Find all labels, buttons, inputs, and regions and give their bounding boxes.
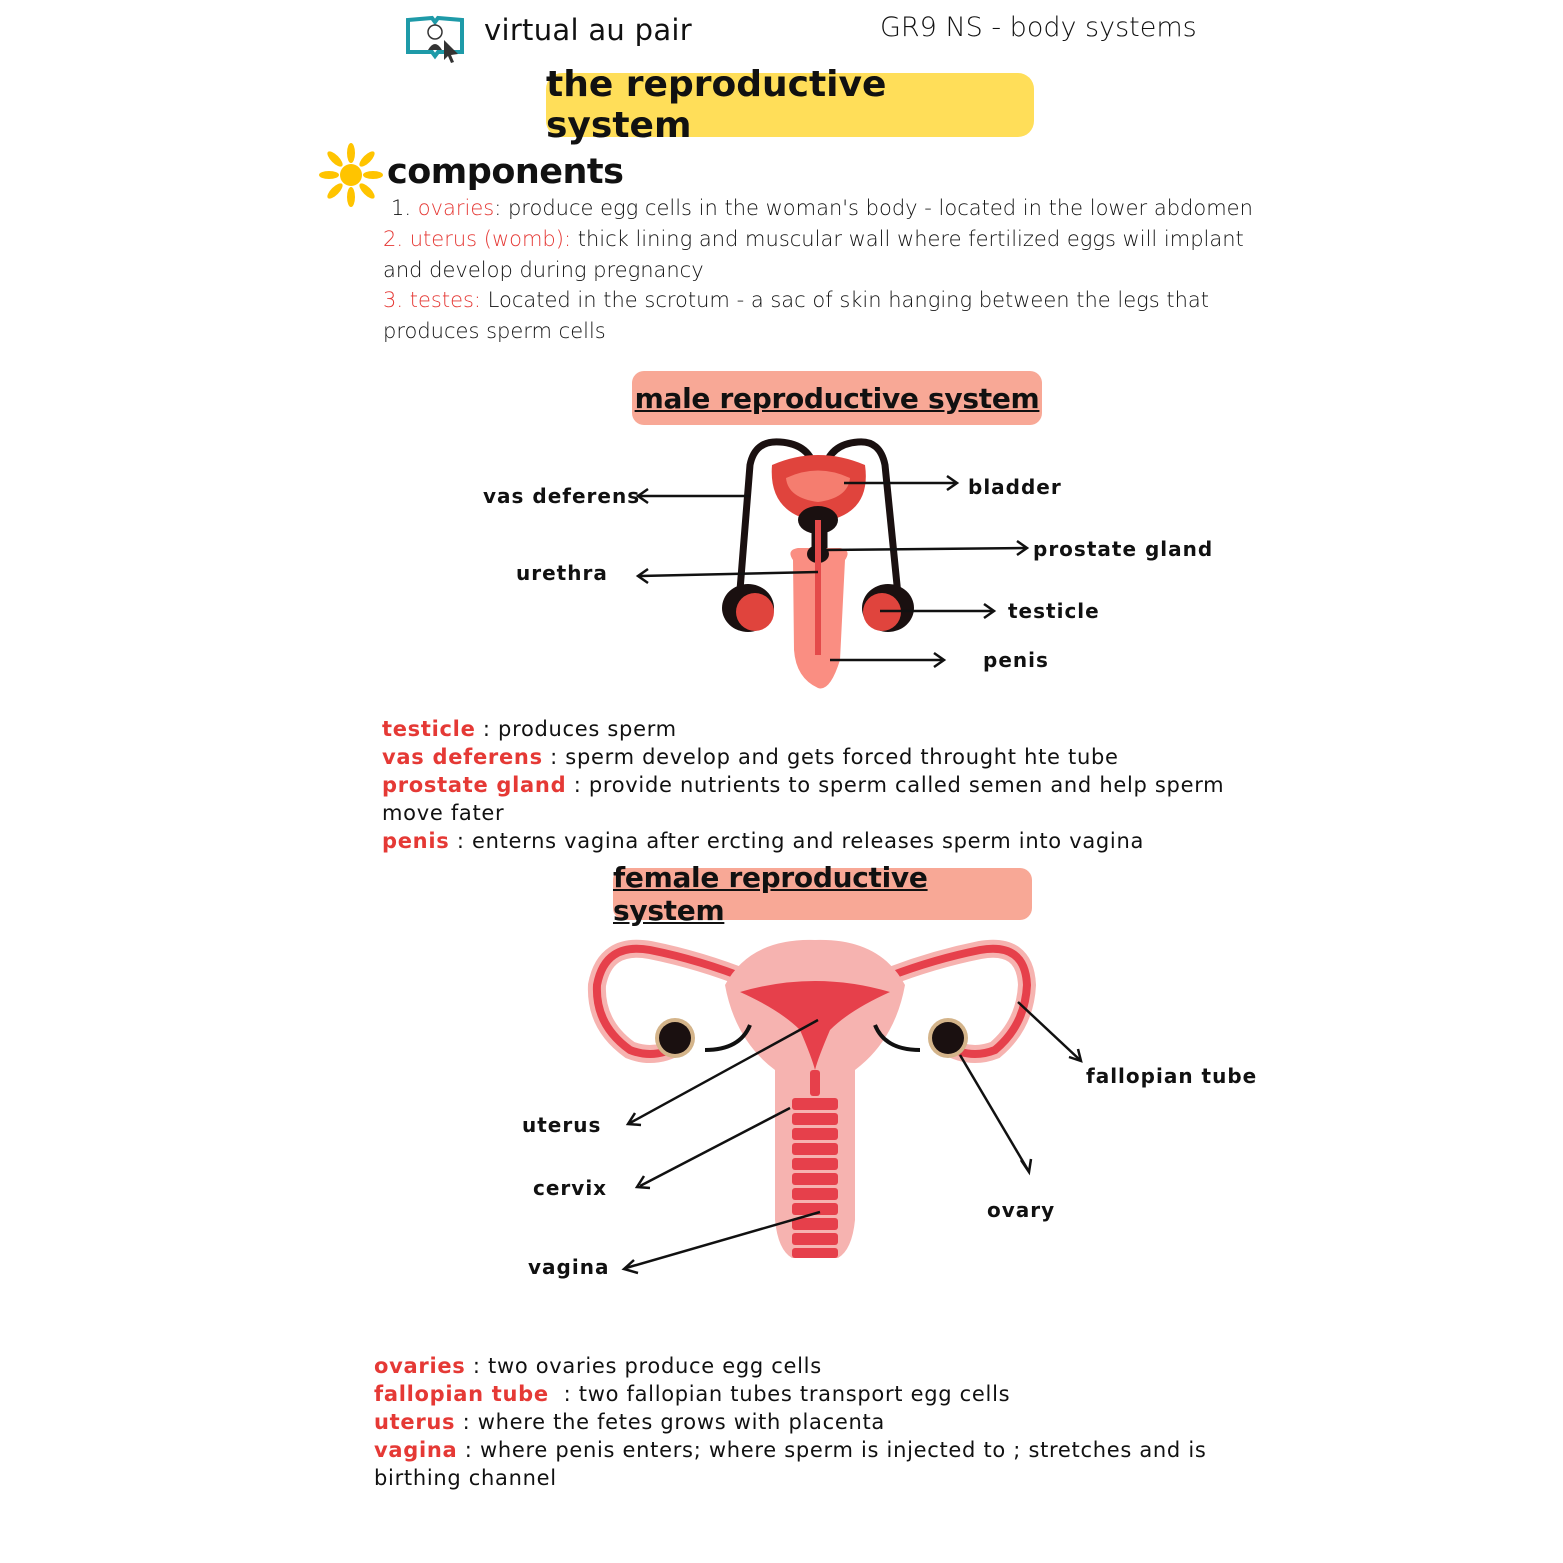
description-term: vas deferens bbox=[382, 745, 543, 769]
label-fallopian-tube: fallopian tube bbox=[1086, 1064, 1258, 1088]
subject-label: GR9 NS - body systems bbox=[880, 12, 1197, 43]
description-term: vagina bbox=[374, 1438, 458, 1462]
label-testicle: testicle bbox=[1008, 599, 1100, 623]
description-row bbox=[374, 1380, 1264, 1408]
component-number: 3. bbox=[383, 288, 404, 312]
description-term: fallopian tube bbox=[374, 1382, 549, 1406]
description-row bbox=[382, 771, 1272, 827]
component-sep: : bbox=[494, 196, 502, 220]
book-laptop-cursor-icon bbox=[404, 12, 466, 64]
description-term: prostate gland bbox=[382, 773, 567, 797]
description-term: testicle bbox=[382, 717, 476, 741]
description-text: : produces sperm bbox=[475, 717, 677, 741]
female-descriptions bbox=[374, 1352, 1264, 1492]
description-text: : where penis enters; where sperm is injected to ; stretches and is birthing channel bbox=[374, 1438, 1207, 1490]
description-row bbox=[382, 743, 1272, 771]
title-banner bbox=[546, 64, 1034, 146]
label-penis: penis bbox=[983, 648, 1049, 672]
description-text: : two fallopian tubes transport egg cells bbox=[548, 1382, 1011, 1406]
component-term: ovaries bbox=[417, 196, 495, 220]
female-heading-text: female reproductive system bbox=[613, 861, 928, 927]
component-number: 2. bbox=[383, 227, 404, 251]
male-descriptions bbox=[382, 715, 1272, 855]
component-item bbox=[383, 285, 1283, 347]
description-text: : enterns vagina after ercting and releases sperm into vagina bbox=[449, 829, 1145, 853]
component-text: Located in the scrotum - a sac of skin hanging between the legs that produces sperm cells bbox=[383, 288, 1209, 343]
component-text: produce egg cells in the woman's body - located in the lower abdomen bbox=[501, 196, 1253, 220]
description-row bbox=[382, 715, 1272, 743]
label-cervix: cervix bbox=[533, 1176, 608, 1200]
description-text: : provide nutrients to sperm called semen and help sperm move fater bbox=[382, 773, 1225, 825]
description-term: penis bbox=[382, 829, 450, 853]
component-term: uterus (womb): bbox=[409, 227, 572, 251]
description-term: ovaries bbox=[374, 1354, 466, 1378]
male-section-heading bbox=[632, 371, 1042, 425]
sun-flower-icon bbox=[319, 143, 383, 207]
page-title: the reproductive system bbox=[546, 64, 887, 146]
label-vas-deferens: vas deferens bbox=[483, 484, 641, 508]
label-bladder: bladder bbox=[968, 475, 1062, 499]
description-row bbox=[374, 1436, 1264, 1492]
description-row bbox=[374, 1408, 1264, 1436]
description-text: : where the fetes grows with placenta bbox=[455, 1410, 885, 1434]
label-prostate-gland: prostate gland bbox=[1033, 537, 1214, 561]
label-uterus: uterus bbox=[522, 1113, 602, 1137]
component-number: 1. bbox=[391, 196, 412, 220]
description-text: : two ovaries produce egg cells bbox=[465, 1354, 822, 1378]
brand-name: virtual au pair bbox=[484, 13, 692, 47]
description-term: uterus bbox=[374, 1410, 456, 1434]
label-vagina: vagina bbox=[528, 1255, 610, 1279]
component-item bbox=[391, 193, 1291, 224]
description-row bbox=[374, 1352, 1264, 1380]
male-heading-text: male reproductive system bbox=[634, 381, 1040, 415]
component-term: testes: bbox=[409, 288, 481, 312]
component-item bbox=[383, 224, 1283, 286]
description-text: : sperm develop and gets forced throught hte tube bbox=[542, 745, 1119, 769]
description-row bbox=[382, 827, 1272, 855]
label-ovary: ovary bbox=[987, 1198, 1056, 1222]
components-heading: components bbox=[387, 152, 624, 192]
female-reproductive-diagram bbox=[500, 930, 1270, 1290]
component-text: thick lining and muscular wall where fertilized eggs will implant and develop during pregnancy bbox=[383, 227, 1244, 282]
label-urethra: urethra bbox=[516, 561, 608, 585]
female-section-heading bbox=[613, 861, 1032, 927]
